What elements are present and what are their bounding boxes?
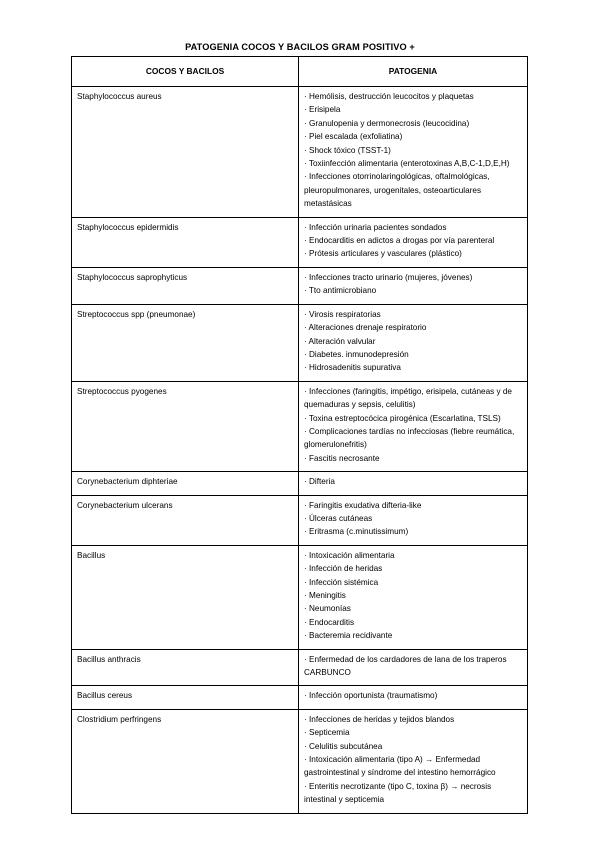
pathogenesis-item: · Infección de heridas xyxy=(304,564,383,574)
organism-cell: Corynebacterium ulcerans xyxy=(72,495,299,545)
pathogenesis-item: · Úlceras cutáneas xyxy=(304,513,373,523)
table-row xyxy=(72,304,528,381)
pathogenesis-cell xyxy=(299,304,528,381)
pathogenesis-item: · Infección urinaria pacientes sondados xyxy=(304,222,447,232)
pathogenesis-item: · Virosis respiratorias xyxy=(304,309,381,319)
pathogenesis-cell xyxy=(299,217,528,267)
pathogenesis-item: · Intoxicación alimentaria xyxy=(304,550,395,560)
pathogenesis-item: · Bacteremia recidivante xyxy=(304,631,393,641)
pathogenesis-item: · Endocarditis en adictos a drogas por vía parenteral xyxy=(304,236,495,246)
table-row xyxy=(72,495,528,545)
organism-cell: Bacillus cereus xyxy=(72,686,299,709)
pathogenesis-item: · Toxina estreptocócica pirogénica (Escarlatina, TSLS) xyxy=(304,413,501,423)
pathogenesis-item: · Enteritis necrotizante (tipo C, toxina β) → necrosis intestinal y septicemia xyxy=(304,781,492,805)
column-header-pathogenesis: PATOGENIA xyxy=(299,57,528,87)
pathogenesis-cell xyxy=(299,87,528,218)
pathogenesis-cell xyxy=(299,472,528,495)
table-row xyxy=(72,381,528,471)
pathogenesis-item: · Infecciones (faringitis, impétigo, erisipela, cutáneas y de quemaduras y sepsis, celulitis) xyxy=(304,386,512,410)
column-header-organisms: COCOS Y BACILOS xyxy=(72,57,299,87)
pathogenesis-item: · Tto antimicrobiano xyxy=(304,286,377,296)
table-header-row xyxy=(72,57,528,87)
table-row xyxy=(72,217,528,267)
pathogenesis-table xyxy=(71,56,528,814)
pathogenesis-item: · Alteración valvular xyxy=(304,336,376,346)
pathogenesis-item: · Piel escalada (exfoliatina) xyxy=(304,132,403,142)
pathogenesis-item: · Celulitis subcutánea xyxy=(304,741,383,751)
organism-cell: Bacillus anthracis xyxy=(72,649,299,686)
pathogenesis-item: · Meningitis xyxy=(304,591,346,600)
pathogenesis-item: · Shock tóxico (TSST-1) xyxy=(304,145,391,155)
pathogenesis-item: · Difteria xyxy=(304,477,335,487)
pathogenesis-item: · Diabetes. inmunodepresión xyxy=(304,349,409,359)
pathogenesis-item: · Alteraciones drenaje respiratorio xyxy=(304,323,427,333)
pathogenesis-item: · Eritrasma (c.minutissimum) xyxy=(304,527,409,537)
pathogenesis-item: · Complicaciones tardías no infecciosas (fiebre reumática, glomerulonefritis) xyxy=(304,426,515,450)
pathogenesis-item: · Faringitis exudativa difteria-like xyxy=(304,500,422,510)
organism-cell: Staphylococcus aureus xyxy=(72,87,299,218)
table-row xyxy=(72,87,528,218)
pathogenesis-item: · Granulopenia y dermonecrosis (leucocidina) xyxy=(304,118,470,128)
table-row xyxy=(72,545,528,649)
table-row xyxy=(72,472,528,495)
table-row xyxy=(72,267,528,304)
pathogenesis-item: · Septicemia xyxy=(304,728,350,738)
pathogenesis-item: · Enfermedad de los cardadores de lana de los traperos CARBUNCO xyxy=(304,654,507,678)
organism-cell: Bacillus xyxy=(72,545,299,649)
pathogenesis-item: · Fascitis necrosante xyxy=(304,453,380,463)
organism-cell: Streptococcus spp (pneumonae) xyxy=(72,304,299,381)
pathogenesis-cell xyxy=(299,545,528,649)
pathogenesis-item: · Erisipela xyxy=(304,105,341,115)
pathogenesis-item: · Prótesis articulares y vasculares (plástico) xyxy=(304,249,462,259)
pathogenesis-item: · Endocarditis xyxy=(304,617,355,627)
organism-cell: Streptococcus pyogenes xyxy=(72,381,299,471)
table-body xyxy=(72,87,528,814)
organism-cell: Staphylococcus epidermidis xyxy=(72,217,299,267)
pathogenesis-cell xyxy=(299,381,528,471)
table-row xyxy=(72,686,528,709)
organism-cell: Corynebacterium diphteriae xyxy=(72,472,299,495)
pathogenesis-cell xyxy=(299,495,528,545)
pathogenesis-item: · Infección oportunista (traumatismo) xyxy=(304,691,438,701)
pathogenesis-item: · Infección sistémica xyxy=(304,577,379,587)
pathogenesis-item: · Intoxicación alimentaria (tipo A) → Enfermedad gastrointestinal y síndrome del intestino hemorrágico xyxy=(304,755,496,778)
pathogenesis-item: · Toxiinfección alimentaria (enterotoxinas A,B,C-1,D,E,H) xyxy=(304,159,510,169)
organism-cell: Clostridium perfringens xyxy=(72,709,299,813)
page-title: PATOGENIA COCOS Y BACILOS GRAM POSITIVO + xyxy=(185,42,415,52)
pathogenesis-cell xyxy=(299,686,528,709)
pathogenesis-cell xyxy=(299,649,528,686)
pathogenesis-item: · Infecciones tracto urinario (mujeres, jóvenes) xyxy=(304,272,473,282)
pathogenesis-item: · Hidrosadenitis supurativa xyxy=(304,363,401,373)
pathogenesis-cell xyxy=(299,709,528,813)
pathogenesis-item: · Infecciones de heridas y tejidos blandos xyxy=(304,714,455,724)
table-row xyxy=(72,649,528,686)
table-row xyxy=(72,709,528,813)
pathogenesis-item: · Infecciones otorrinolaringológicas, oftalmológicas, pleuropulmonares, urogenitales, osteoarticulares metastásicas xyxy=(304,172,490,209)
pathogenesis-item: · Neumonías xyxy=(304,604,351,614)
organism-cell: Staphylococcus saprophyticus xyxy=(72,267,299,304)
pathogenesis-item: · Hemólisis, destrucción leucocitos y plaquetas xyxy=(304,92,474,101)
pathogenesis-cell xyxy=(299,267,528,304)
